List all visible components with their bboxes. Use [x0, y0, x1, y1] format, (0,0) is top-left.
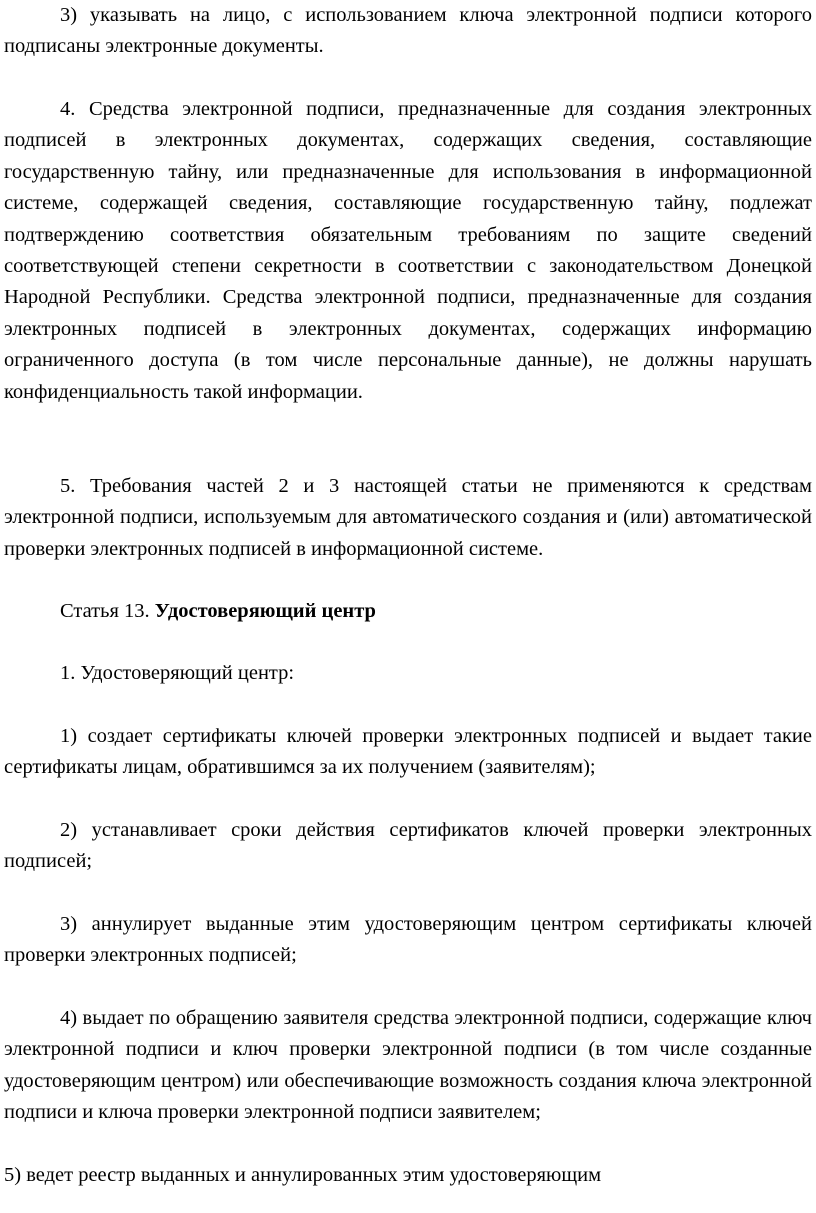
paragraph-ca-intro: 1. Удостоверяющий центр:	[60, 662, 295, 684]
paragraph-part-5-exceptions: 5. Требования частей 2 и 3 настоящей статьи не применяются к средствам электронной подписи, используемым для автоматического создания и (или) автоматической проверки электронных подписей в информационной системе.	[4, 475, 812, 560]
paragraph-ca-item-4: 4) выдает по обращению заявителя средства электронной подписи, содержащие ключ электронной подписи и ключ проверки электронной подписи (в том числе созданные удостоверяющим центром) или обеспечивающие возможность создания ключа электронной подписи и ключа проверки электронной подписи заявителем;	[4, 1007, 812, 1124]
paragraph-item-3-signature-key: 3) указывать на лицо, с использованием ключа электронной подписи которого подписаны электронные документы.	[4, 4, 812, 58]
article-title: Удостоверяющий центр	[154, 600, 376, 622]
paragraph-ca-item-3: 3) аннулирует выданные этим удостоверяющим центром сертификаты ключей проверки электронных подписей;	[4, 913, 812, 967]
paragraph-ca-item-2: 2) устанавливает сроки действия сертификатов ключей проверки электронных подписей;	[4, 819, 812, 873]
paragraph-ca-item-5: 5) ведет реестр выданных и аннулированных этим удостоверяющим	[4, 1164, 602, 1186]
paragraph-ca-item-1: 1) создает сертификаты ключей проверки электронных подписей и выдает такие сертификаты лицам, обратившимся за их получением (заявителям);	[4, 725, 812, 779]
article-number: Статья 13.	[60, 600, 155, 622]
article-13-heading	[60, 596, 376, 627]
paragraph-part-4-signature-tools: 4. Средства электронной подписи, предназначенные для создания электронных подписей в электронных документах, содержащих сведения, составляющие государственную тайну, или предназначенные для использования в информационной системе, содержащей сведения, составляющие государственную тайну, подлежат подтверждению соответствия обязательным требованиям по защите сведений соответствующей степени секретности в соответствии с законодательством Донецкой Народной Республики. Средства электронной подписи, предназначенные для создания электронных подписей в электронных документах, содержащих информацию ограниченного доступа (в том числе персональные данные), не должны нарушать конфиденциальность такой информации.	[4, 98, 812, 403]
